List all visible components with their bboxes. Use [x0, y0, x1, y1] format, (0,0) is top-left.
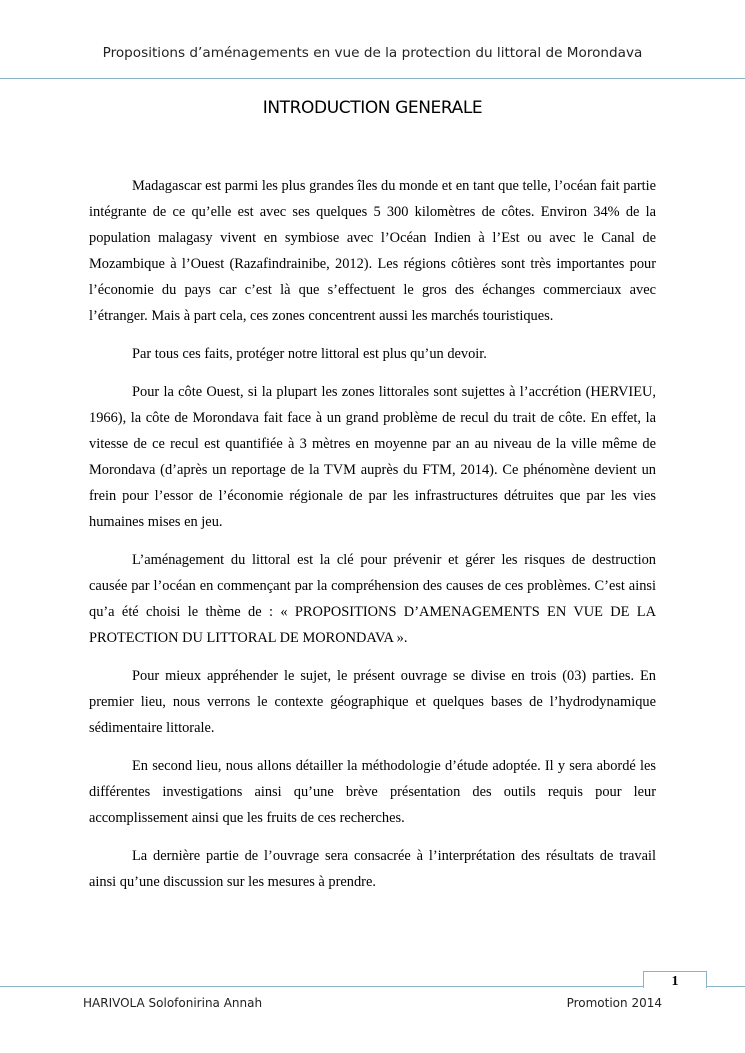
page-number: 1: [643, 971, 707, 988]
paragraph-3: Pour la côte Ouest, si la plupart les zones littorales sont sujettes à l’accrétion (HERVIEU, 1966), la côte de Morondava fait face à un grand problème de recul du trait de côte. En effet, la vitesse de ce recul est quantifiée à 3 mètres en moyenne par an au niveau de la ville même de Morondava (d’après un reportage de la TVM auprès du FTM, 2014). Ce phénomène devient un frein pour l’essor de l’économie régionale de par les infrastructures détruites que par les vies humaines mises en jeu.: [89, 384, 656, 530]
footer-promotion: Promotion 2014: [566, 996, 662, 1010]
footer-author: HARIVOLA Solofonirina Annah: [83, 996, 263, 1010]
paragraph-6: En second lieu, nous allons détailler la méthodologie d’étude adoptée. Il y sera abordé les différentes investigations ainsi qu’une brève présentation des outils requis pour leur accomplissement ainsi que les fruits de ces recherches.: [89, 758, 656, 826]
paragraph-1: Madagascar est parmi les plus grandes îles du monde et en tant que telle, l’océan fait partie intégrante de ce qu’elle est avec ses quelques 5 300 kilomètres de côtes. Environ 34% de la population malagasy vivent en symbiose avec l’Océan Indien à l’Est ou avec le Canal de Mozambique à l’Ouest (Razafindrainibe, 2012). Les régions côtières sont très importantes pour l’économie du pays car c’est là que s’effectuent le gros des échanges commerciaux avec l’étranger. Mais à part cela, ces zones concentrent aussi les marchés touristiques.: [89, 178, 656, 324]
paragraph-4: L’aménagement du littoral est la clé pour prévenir et gérer les risques de destruction causée par l’océan en commençant par la compréhension des causes de ces problèmes. C’est ainsi qu’a été choisi le thème de : « PROPOSITIONS D’AMENAGEMENTS EN VUE DE LA PROTECTION DU LITTORAL DE MORONDAVA ».: [89, 552, 656, 646]
paragraph-2: Par tous ces faits, protéger notre littoral est plus qu’un devoir.: [132, 346, 487, 362]
paragraph-5: Pour mieux appréhender le sujet, le présent ouvrage se divise en trois (03) parties. En premier lieu, nous verrons le contexte géographique et quelques bases de l’hydrodynamique sédimentaire littorale.: [89, 668, 656, 736]
page-title: INTRODUCTION GENERALE: [262, 98, 483, 118]
header-divider: [0, 78, 745, 79]
paragraph-7: La dernière partie de l’ouvrage sera consacrée à l’interprétation des résultats de travail ainsi qu’une discussion sur les mesures à prendre.: [89, 848, 656, 890]
body-text: [89, 173, 656, 907]
footer-divider: [0, 986, 745, 987]
running-header: Propositions d’aménagements en vue de la protection du littoral de Morondava: [102, 45, 643, 61]
